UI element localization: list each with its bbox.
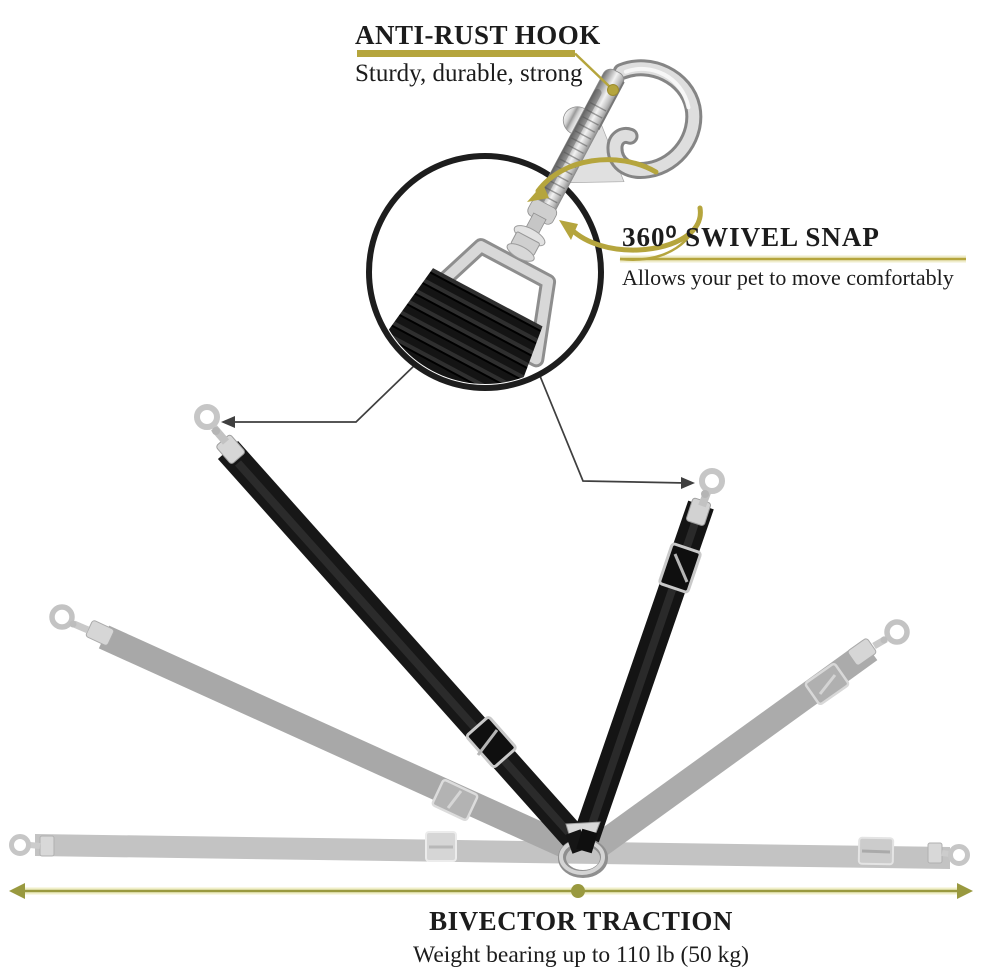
ghost-strap-horizontal: [35, 834, 950, 869]
swivel-title: 360⁰ SWIVEL SNAP: [622, 222, 880, 252]
measure-arrowhead-right: [957, 883, 973, 899]
anti-rust-subtitle: Sturdy, durable, strong: [355, 60, 583, 87]
black-wrap-right: [584, 831, 590, 851]
leader-line-right: [540, 376, 686, 483]
leader-arrow-left-icon: [221, 416, 235, 428]
black-left-hook-icon: [197, 407, 226, 442]
traction-title: BIVECTOR TRACTION: [429, 906, 733, 936]
measure-arrow-icon: [9, 883, 973, 899]
black-right-hook-icon: [701, 471, 722, 506]
black-right-adjuster: [659, 543, 701, 592]
swivel-callout: [622, 222, 954, 291]
swivel-subtitle: Allows your pet to move comfortably: [622, 265, 954, 290]
ghost-horizontal-adjuster-left: [426, 832, 456, 861]
measure-center-dot: [571, 884, 585, 898]
ghost-horizontal-adjuster-right: [859, 838, 893, 865]
leader-arrow-right-icon: [681, 477, 695, 489]
traction-callout: [381, 906, 781, 969]
traction-subtitle: Weight bearing up to 110 lb (50 kg): [413, 942, 749, 968]
ghost-right-hook-icon: [847, 622, 907, 666]
anti-rust-title: ANTI-RUST HOOK: [355, 20, 601, 50]
anti-rust-callout: [355, 20, 601, 88]
callout-dot-icon: [608, 85, 619, 96]
leader-line-left: [230, 362, 418, 422]
ghost-left-hook-icon: [52, 607, 115, 646]
measure-arrowhead-left: [9, 883, 25, 899]
ghost-horizontal-left-hook-icon: [12, 836, 55, 856]
